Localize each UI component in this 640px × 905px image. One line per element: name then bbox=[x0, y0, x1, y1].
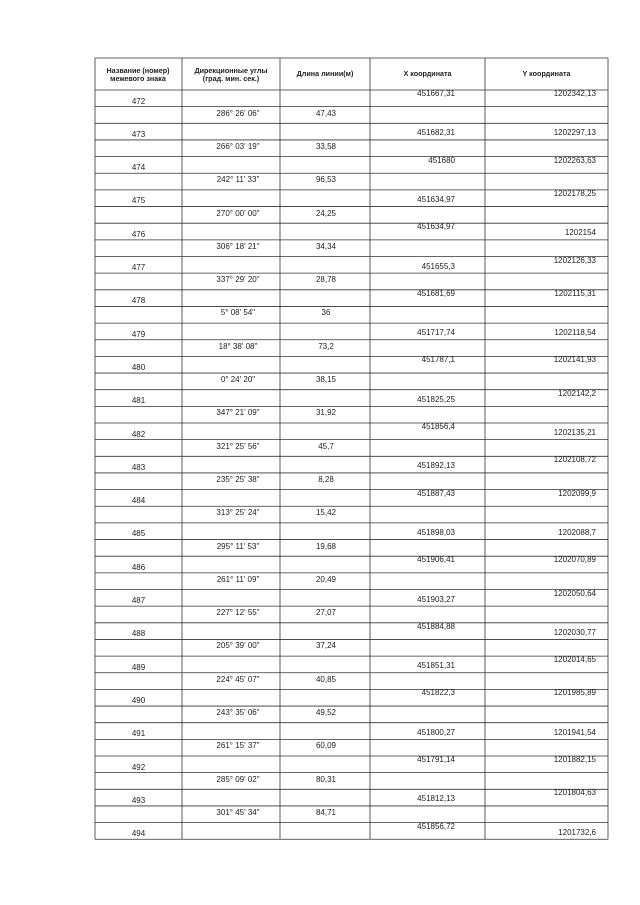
x-coordinate: 451680 bbox=[428, 155, 455, 165]
point-name: 493 bbox=[131, 795, 146, 805]
point-name: 489 bbox=[131, 662, 146, 672]
y-coordinate: 1202141,93 bbox=[553, 355, 596, 365]
point-name: 487 bbox=[131, 596, 146, 605]
line-length: 28,78 bbox=[315, 275, 337, 285]
y-coordinate: 1201941,54 bbox=[553, 727, 596, 737]
y-coordinate: 1202263,63 bbox=[553, 155, 596, 165]
x-coordinate: 451787,1 bbox=[421, 355, 455, 365]
y-coordinate: 1202126,33 bbox=[553, 255, 596, 265]
x-coordinate: 451655,3 bbox=[421, 261, 455, 271]
point-name: 483 bbox=[131, 462, 146, 472]
point-name: 477 bbox=[131, 263, 146, 272]
line-length: 37,24 bbox=[315, 641, 337, 651]
line-length: 36 bbox=[321, 308, 331, 318]
direction-angle: 0° 24' 20" bbox=[220, 375, 256, 385]
direction-angle: 306° 18' 21" bbox=[216, 241, 260, 251]
x-coordinate: 451634,97 bbox=[417, 222, 455, 232]
y-coordinate: 1202108,72 bbox=[553, 455, 596, 465]
header-angles: Дирекционные углы (град. мин. сек.) bbox=[194, 66, 268, 83]
y-coordinate: 1202088,7 bbox=[558, 527, 596, 537]
y-coordinate: 1202118,54 bbox=[554, 328, 596, 338]
x-coordinate: 451667,31 bbox=[417, 89, 455, 98]
line-length: 19,68 bbox=[315, 541, 337, 551]
y-coordinate: 1202050,64 bbox=[553, 588, 596, 598]
direction-angle: 18° 38' 08" bbox=[218, 341, 258, 351]
y-coordinate: 1202342,13 bbox=[553, 89, 596, 98]
line-length: 47,43 bbox=[315, 108, 337, 118]
x-coordinate: 451825,25 bbox=[417, 394, 455, 404]
y-coordinate: 1202115,31 bbox=[554, 288, 596, 298]
x-coordinate: 451681,69 bbox=[417, 288, 455, 298]
direction-angle: 313° 25' 24" bbox=[216, 508, 260, 518]
x-coordinate: 451898,03 bbox=[417, 527, 455, 537]
x-coordinate: 451800,27 bbox=[417, 727, 455, 737]
point-name: 486 bbox=[131, 562, 146, 572]
line-length: 84,71 bbox=[315, 807, 337, 817]
line-length: 27,07 bbox=[315, 608, 337, 618]
y-coordinate: 1202297,13 bbox=[553, 128, 596, 138]
direction-angle: 224° 45' 07" bbox=[216, 674, 260, 684]
direction-angle: 261° 15' 37" bbox=[216, 741, 260, 751]
y-coordinate: 1201732,6 bbox=[558, 827, 596, 837]
line-length: 31,92 bbox=[315, 408, 337, 418]
line-length: 8,28 bbox=[318, 474, 334, 484]
point-name: 491 bbox=[131, 729, 146, 739]
point-name: 485 bbox=[131, 529, 146, 539]
point-name: 490 bbox=[131, 695, 146, 705]
x-coordinate: 451906,41 bbox=[417, 555, 455, 565]
direction-angle: 227° 12' 55" bbox=[216, 608, 260, 618]
point-name: 472 bbox=[131, 96, 146, 106]
line-length: 80,31 bbox=[315, 774, 337, 784]
direction-angle: 285° 09' 02" bbox=[216, 774, 260, 784]
point-name: 492 bbox=[131, 762, 146, 772]
direction-angle: 242° 11' 33" bbox=[216, 175, 260, 185]
y-coordinate: 1202142,2 bbox=[558, 388, 596, 398]
x-coordinate: 451812,13 bbox=[417, 794, 455, 804]
line-length: 38,15 bbox=[315, 375, 337, 385]
x-coordinate: 451822,3 bbox=[421, 688, 455, 698]
y-coordinate: 1201804,63 bbox=[553, 788, 596, 798]
line-length: 45,7 bbox=[318, 441, 334, 451]
line-length: 49,52 bbox=[315, 708, 337, 718]
y-coordinate: 1202178,25 bbox=[553, 188, 596, 198]
x-coordinate: 451884,88 bbox=[417, 621, 455, 631]
point-name: 473 bbox=[131, 129, 146, 139]
point-name: 475 bbox=[131, 196, 146, 206]
y-coordinate: 1202014,65 bbox=[553, 655, 596, 665]
x-coordinate: 451851,31 bbox=[417, 661, 455, 671]
direction-angle: 286° 26' 06" bbox=[216, 108, 260, 118]
point-name: 479 bbox=[131, 329, 146, 339]
point-name: 480 bbox=[131, 362, 146, 372]
line-length: 24,25 bbox=[315, 208, 337, 218]
point-name: 474 bbox=[131, 163, 146, 173]
line-length: 33,58 bbox=[315, 141, 337, 151]
direction-angle: 301° 45' 34" bbox=[216, 807, 260, 817]
direction-angle: 321° 25' 56" bbox=[216, 441, 260, 451]
header-x-coordinate: X координата bbox=[403, 69, 452, 78]
header-length: Длина линии(м) bbox=[296, 69, 354, 78]
x-coordinate: 451791,14 bbox=[417, 755, 455, 764]
direction-angle: 235° 25' 38" bbox=[216, 474, 260, 484]
x-coordinate: 451682,31 bbox=[417, 128, 455, 138]
direction-angle: 266° 03' 19" bbox=[216, 141, 260, 151]
y-coordinate: 1201882,15 bbox=[553, 755, 596, 764]
line-length: 73,2 bbox=[318, 341, 334, 351]
point-name: 494 bbox=[131, 829, 146, 839]
x-coordinate: 451856,4 bbox=[421, 422, 455, 431]
direction-angle: 337° 29' 20" bbox=[216, 275, 260, 285]
point-name: 481 bbox=[131, 396, 146, 406]
direction-angle: 205° 39' 00" bbox=[216, 641, 260, 651]
direction-angle: 243° 35' 06" bbox=[216, 708, 260, 718]
point-name: 484 bbox=[131, 496, 146, 506]
x-coordinate: 451856,72 bbox=[417, 821, 455, 831]
point-name: 478 bbox=[131, 296, 146, 306]
y-coordinate: 1202154 bbox=[564, 228, 596, 238]
point-name: 488 bbox=[131, 629, 146, 639]
line-length: 40,85 bbox=[315, 674, 337, 684]
x-coordinate: 451717,74 bbox=[417, 328, 455, 338]
x-coordinate: 451892,13 bbox=[417, 461, 455, 471]
direction-angle: 261° 11' 09" bbox=[216, 574, 260, 584]
point-name: 482 bbox=[131, 429, 146, 439]
x-coordinate: 451903,27 bbox=[417, 594, 455, 604]
y-coordinate: 1202070,89 bbox=[553, 555, 596, 565]
line-length: 60,09 bbox=[315, 741, 337, 751]
header-y-coordinate: Y координата bbox=[522, 69, 571, 78]
y-coordinate: 1202030,77 bbox=[553, 627, 596, 637]
line-length: 34,34 bbox=[315, 241, 337, 251]
point-name: 476 bbox=[131, 229, 146, 239]
direction-angle: 270° 00' 00" bbox=[216, 208, 260, 218]
y-coordinate: 1202135,21 bbox=[553, 428, 596, 437]
direction-angle: 347° 21' 09" bbox=[216, 408, 260, 418]
line-length: 15,42 bbox=[315, 508, 337, 518]
header-name: Название (номер) межевого знака bbox=[106, 66, 170, 83]
line-length: 96,53 bbox=[315, 175, 337, 185]
x-coordinate: 451634,97 bbox=[417, 194, 455, 204]
x-coordinate: 451887,43 bbox=[417, 488, 455, 498]
direction-angle: 295° 11' 53" bbox=[216, 541, 260, 551]
y-coordinate: 1201985,89 bbox=[553, 688, 596, 698]
line-length: 20,49 bbox=[315, 574, 337, 584]
y-coordinate: 1202099,9 bbox=[558, 488, 596, 498]
direction-angle: 5° 08' 54" bbox=[220, 308, 256, 318]
